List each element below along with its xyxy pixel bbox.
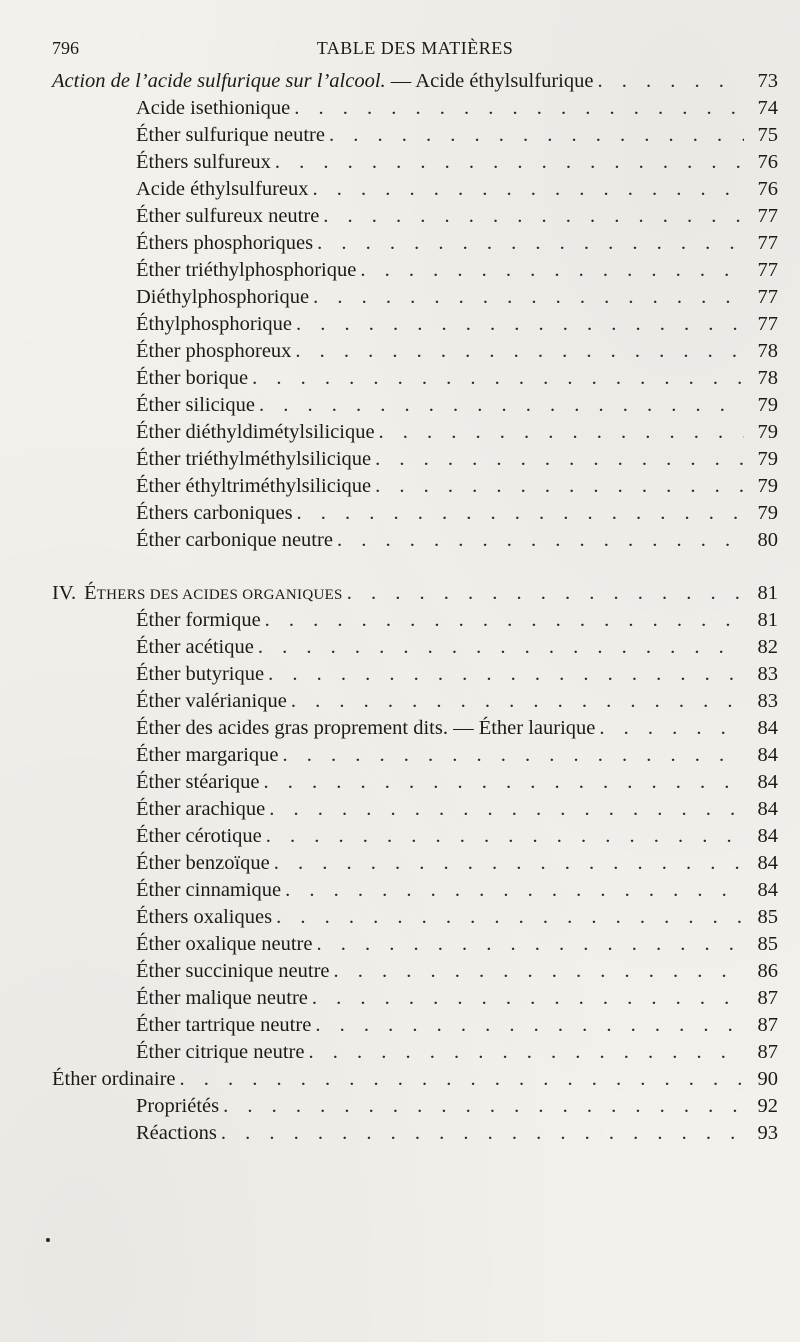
page-number: 796 — [52, 38, 79, 58]
toc-entry-label: Éther butyrique — [136, 663, 265, 685]
dot-leader — [258, 634, 744, 661]
toc-entry — [52, 500, 778, 527]
toc-entry — [52, 823, 778, 850]
toc-page-number: 84 — [757, 717, 778, 739]
dot-leader — [379, 419, 744, 446]
toc-entry-label: Éther phosphoreux — [136, 340, 292, 362]
toc-entry — [52, 68, 778, 95]
dot-leader — [269, 796, 744, 823]
dot-leader — [375, 473, 744, 500]
toc-entry-label: Éther sulfureux neutre — [136, 205, 320, 227]
toc-entry-label: Réactions — [136, 1122, 217, 1144]
section-title-initial: É — [84, 582, 97, 604]
toc-entry-label: Éther des acides gras proprement dits. — Éther laurique — [136, 717, 596, 739]
toc-page-number: 77 — [757, 205, 778, 227]
dot-leader — [265, 607, 744, 634]
dot-leader — [360, 257, 744, 284]
dot-leader — [313, 284, 744, 311]
dot-leader — [275, 149, 744, 176]
dot-leader — [323, 203, 744, 230]
toc-entry-label: Éther triéthylméthylsilicique — [136, 448, 372, 470]
dot-leader — [313, 176, 745, 203]
toc-page-number: 81 — [757, 609, 778, 631]
toc-entry — [52, 392, 778, 419]
dot-leader — [285, 877, 744, 904]
table-of-contents — [52, 68, 778, 1147]
toc-entry-label: Éther éthyltriméthylsilicique — [136, 475, 372, 497]
running-title: TABLE DES MATIÈRES — [316, 38, 514, 58]
toc-entry — [52, 877, 778, 904]
dot-leader — [276, 904, 744, 931]
toc-entry — [52, 230, 778, 257]
ink-spot — [46, 1238, 50, 1242]
toc-entry-label — [52, 580, 343, 609]
toc-entry — [52, 257, 778, 284]
toc-entry — [52, 149, 778, 176]
dot-leader — [268, 661, 744, 688]
toc-entry — [52, 95, 778, 122]
toc-entry-label — [52, 68, 593, 95]
toc-page-number: 79 — [757, 394, 778, 416]
toc-entry — [52, 365, 778, 392]
toc-page-number: 92 — [757, 1095, 778, 1117]
dot-leader — [221, 1120, 744, 1147]
toc-entry — [52, 904, 778, 931]
page-header — [52, 38, 778, 62]
toc-entry-label: Éther benzoïque — [136, 852, 270, 874]
toc-page-number: 75 — [757, 124, 778, 146]
toc-page-number: 84 — [757, 852, 778, 874]
dot-leader — [329, 122, 744, 149]
toc-page-number: 79 — [757, 421, 778, 443]
toc-entry-label: Propriétés — [136, 1095, 220, 1117]
toc-page-number: 74 — [757, 97, 778, 119]
toc-entry — [52, 661, 778, 688]
dot-leader — [597, 68, 744, 95]
toc-entry-label: Acide isethionique — [136, 97, 291, 119]
toc-entry — [52, 607, 778, 634]
toc-entry-label: Éther silicique — [136, 394, 255, 416]
dot-leader — [295, 338, 744, 365]
toc-page-number: 84 — [757, 825, 778, 847]
toc-entry-label: Éther borique — [136, 367, 249, 389]
toc-entry — [52, 419, 778, 446]
toc-entry-label: Éther triéthylphosphorique — [136, 259, 357, 281]
toc-entry — [52, 1093, 778, 1120]
dot-leader — [308, 1039, 744, 1066]
toc-entry-label: Éther formique — [136, 609, 261, 631]
toc-entry-label: Éther oxalique neutre — [136, 933, 313, 955]
dot-leader — [315, 1012, 744, 1039]
toc-entry-label: Éther diéthyldimétylsilicique — [136, 421, 375, 443]
toc-page-number: 79 — [757, 448, 778, 470]
toc-entry — [52, 203, 778, 230]
dot-leader — [312, 985, 744, 1012]
toc-entry — [52, 311, 778, 338]
toc-entry-label: Éthers sulfureux — [136, 151, 271, 173]
dot-leader — [180, 1066, 744, 1093]
toc-entry-label-text: — Acide éthylsulfurique — [385, 70, 594, 92]
toc-page-number: 77 — [757, 259, 778, 281]
toc-entry-label: Éther citrique neutre — [136, 1041, 305, 1063]
toc-page-number: 87 — [757, 987, 778, 1009]
dot-leader — [347, 580, 744, 607]
toc-entry — [52, 338, 778, 365]
toc-page-number: 86 — [757, 960, 778, 982]
dot-leader — [283, 742, 745, 769]
toc-entry-label: Éthylphosphorique — [136, 313, 293, 335]
dot-leader — [296, 311, 744, 338]
toc-entry-label: Éthers carboniques — [136, 502, 293, 524]
dot-leader — [599, 715, 744, 742]
toc-entry — [52, 122, 778, 149]
toc-entry-label: Éther acétique — [136, 636, 254, 658]
toc-page-number: 84 — [757, 798, 778, 820]
toc-entry — [52, 1012, 778, 1039]
toc-entry — [52, 715, 778, 742]
toc-page-number: 90 — [757, 1068, 778, 1090]
dot-leader — [274, 850, 744, 877]
toc-entry — [52, 742, 778, 769]
toc-page-number: 84 — [757, 771, 778, 793]
toc-page-number: 78 — [757, 340, 778, 362]
dot-leader — [334, 958, 744, 985]
dot-leader — [337, 527, 744, 554]
toc-entry — [52, 446, 778, 473]
dot-leader — [259, 392, 744, 419]
toc-entry-label: Éthers phosphoriques — [136, 232, 314, 254]
section-numeral: IV. — [52, 582, 77, 604]
toc-entry-label: Éther cérotique — [136, 825, 262, 847]
toc-page-number: 78 — [757, 367, 778, 389]
toc-page-number: 83 — [757, 663, 778, 685]
dot-leader — [252, 365, 744, 392]
toc-entry-label: Éther malique neutre — [136, 987, 308, 1009]
toc-entry — [52, 985, 778, 1012]
dot-leader — [266, 823, 744, 850]
toc-page-number: 85 — [757, 906, 778, 928]
dot-leader — [223, 1093, 744, 1120]
toc-entry-label: Éthers oxaliques — [136, 906, 273, 928]
toc-entry — [52, 284, 778, 311]
toc-entry-label: Éther stéarique — [136, 771, 260, 793]
toc-page-number: 76 — [757, 151, 778, 173]
toc-page-number: 85 — [757, 933, 778, 955]
dot-leader — [297, 500, 744, 527]
section-title-rest: THERS DES ACIDES ORGANIQUES — [96, 587, 343, 603]
toc-entry-label: Acide éthylsulfureux — [136, 178, 309, 200]
toc-entry — [52, 527, 778, 554]
toc-entry-label: Éther tartrique neutre — [136, 1014, 312, 1036]
toc-entry — [52, 176, 778, 203]
toc-entry-label: Éther cinnamique — [136, 879, 282, 901]
toc-page-number: 87 — [757, 1014, 778, 1036]
toc-page-number: 83 — [757, 690, 778, 712]
toc-page-number: 84 — [757, 879, 778, 901]
toc-entry — [52, 1066, 778, 1093]
toc-entry — [52, 634, 778, 661]
toc-page-number: 87 — [757, 1041, 778, 1063]
dot-leader — [316, 931, 744, 958]
toc-entry — [52, 688, 778, 715]
toc-entry-label: Diéthylphosphorique — [136, 286, 310, 308]
toc-entry-label: Éther margarique — [136, 744, 279, 766]
toc-entry-label: Éther ordinaire — [52, 1068, 176, 1090]
toc-entry — [52, 580, 778, 607]
dot-leader — [317, 230, 744, 257]
toc-entry-label: Éther valérianique — [136, 690, 287, 712]
toc-entry-label: Éther sulfurique neutre — [136, 124, 325, 146]
toc-entry — [52, 850, 778, 877]
toc-page-number: 77 — [757, 286, 778, 308]
toc-entry-label: Éther arachique — [136, 798, 266, 820]
toc-page-number: 73 — [757, 70, 778, 92]
toc-page-number: 76 — [757, 178, 778, 200]
toc-entry — [52, 769, 778, 796]
toc-entry — [52, 931, 778, 958]
dot-leader — [375, 446, 744, 473]
toc-page-number: 79 — [757, 502, 778, 524]
toc-entry — [52, 1039, 778, 1066]
toc-page-number: 82 — [757, 636, 778, 658]
toc-entry-italic-heading: Action de l’acide sulfurique sur l’alcool. — [52, 70, 386, 92]
toc-entry — [52, 473, 778, 500]
dot-leader — [291, 688, 744, 715]
toc-entry — [52, 796, 778, 823]
toc-page-number: 77 — [757, 232, 778, 254]
toc-entry-label: Éther succinique neutre — [136, 960, 330, 982]
toc-entry — [52, 958, 778, 985]
toc-page-number: 93 — [757, 1122, 778, 1144]
toc-page-number: 81 — [757, 582, 778, 604]
toc-entry — [52, 1120, 778, 1147]
toc-entry-label: Éther carbonique neutre — [136, 529, 333, 551]
toc-page-number: 79 — [757, 475, 778, 497]
dot-leader — [264, 769, 744, 796]
toc-page-number: 77 — [757, 313, 778, 335]
toc-page-number: 84 — [757, 744, 778, 766]
dot-leader — [294, 95, 744, 122]
toc-page-number: 80 — [757, 529, 778, 551]
